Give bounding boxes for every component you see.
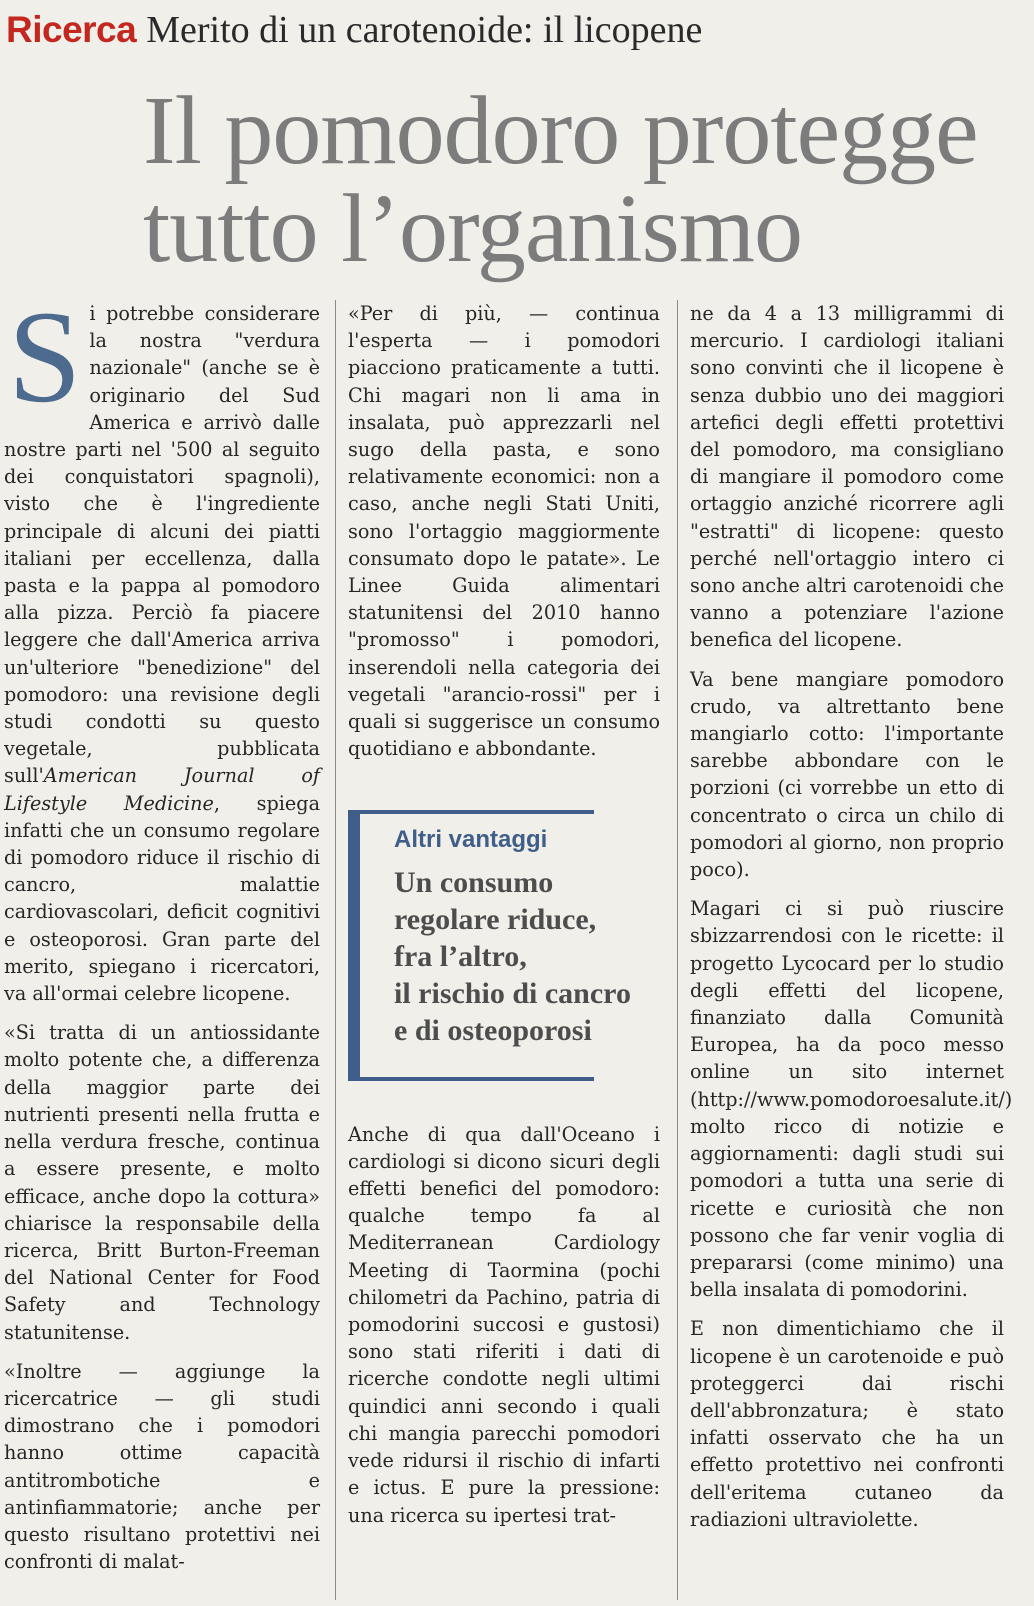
paragraph-text: , spiega infatti che un consumo regolare di pomodoro riduce il rischio di cancro, malattie cardiovascolari, deficit cognitivi e osteoporosi. Gran parte del merito, spiegano i ricercatori, va all'ormai celebre licopene. (4, 791, 321, 1006)
pull-quote-line: il rischio di cancro (394, 976, 631, 1010)
kicker (6, 8, 1026, 54)
paragraph: «Per di più, — continua l'esperta — i pomodori piacciono praticamente a tutti. Chi magari non li ama in insalata, può apprezzarli nel sugo della pasta, e sono relativamente economici: non a caso, anche negli Stati Uniti, sono l'ortaggio maggiormente consumato dopo le patate». Le Linee Guida alimentari statunitensi del 2010 hanno "promosso" i pomodori, inserendoli nella categoria dei vegetali "arancio-rossi" per i quali si suggerisce un consumo quotidiano e abbondante. (348, 302, 660, 761)
pull-quote-line: Un consumo (394, 865, 554, 899)
pull-quote (348, 810, 631, 1080)
pull-quote-line: e di osteoporosi (394, 1013, 592, 1047)
pull-quote-line: fra l’altro, (394, 939, 527, 973)
paragraph: «Inoltre — aggiunge la ricercatrice — gli studi dimostrano che i pomodori hanno ottime capacità antitrombotiche e antinfiammatorie; anche per questo risultano protettivi nei confronti di malat- (4, 1359, 320, 1574)
paragraph: E non dimentichiamo che il licopene è un carotenoide e può proteggerci dai rischi dell'abbronzatura; è stato infatti osservato che ha un effetto protettivo nei confronti dell'eritema cutaneo da radiazioni ultraviolette. (690, 1317, 1004, 1531)
paragraph: Magari ci si può riuscire sbizzarrendosi con le ricette: il progetto Lycocard per lo studio degli effetti del licopene, finanziato dalla Comunità Europea, ha da poco messo online un sito internet (http://www.pomodoroesalute.it/) molto ricco di notizie e aggiornamenti: dagli studi sui pomodori a tutta una serie di ricette e curiosità che non possono che far venir voglia di prepararsi (come minimo) una bella insalata di pomodorini. (690, 897, 1013, 1302)
article-column-1 (4, 283, 321, 1587)
pull-quote-label: Altri vantaggi (394, 826, 548, 854)
paragraph: Va bene mangiare pomodoro crudo, va altrettanto bene mangiarlo cotto: l'importante sarebbe abbondare con le porzioni (ci vorrebbe un etto di concentrato o circa un chilo di pomodori al giorno, non proprio poco). (690, 667, 1004, 882)
article-column-3 (690, 300, 1013, 1545)
paragraph: Anche di qua dall'Oceano i cardiologi si dicono sicuri degli effetti benefici del pomodoro: qualche tempo fa al Mediterranean Cardiology Meeting di Taormina (pochi chilometri da Pachino, patria di pomodorini succosi e gustosi) sono stati riferiti i dati di ricerche condotte negli ultimi quindici anni secondo i quali chi mangia parecchi pomodori vede ridursi il rischio di infarti e ictus. E pure la pressione: una ricerca su ipertesi trat- (348, 1122, 660, 1527)
journal-title: American Journal of Lifestyle Medicine (4, 764, 320, 815)
pull-quote-text (394, 864, 684, 1049)
article-column-2 (348, 300, 660, 1541)
column-divider (335, 300, 336, 1600)
kicker-subtitle: Merito di un carotenoide: il licopene (146, 9, 703, 51)
headline-line-1: Il pomodoro protegge (143, 77, 978, 185)
drop-cap: S (8, 283, 82, 430)
pull-quote-line: regolare riduce, (394, 902, 597, 936)
paragraph-text: i potrebbe considerare la nostra "verdura nazionale" (anche se è originario del Sud America e arrivò dalle nostre parti nel '500 al seguito dei conquistatori spagnoli), visto che è l'ingrediente principale di alcuni dei piatti italiani per eccellenza, dalla pasta e la pappa al pomodoro alla pizza. Perciò fa piacere leggere che dall'America arriva un'ulteriore "benedizione" del pomodoro: una revisione degli studi condotti su questo vegetale, pubblicata sull' (4, 302, 320, 788)
headline-line-2: tutto l’organismo (143, 175, 802, 283)
paragraph: «Si tratta di un antiossidante molto potente che, a differenza della maggior parte dei nutrienti presenti nella frutta e nella verdura fresche, continua a essere presente, e molto efficace, anche dopo la cottura» chiarisce la responsabile della ricerca, Britt Burton-Freeman del National Center for Food Safety and Technology statunitense. (4, 1021, 320, 1344)
paragraph: ne da 4 a 13 milligrammi di mercurio. I cardiologi italiani sono convinti che il licopene è senza dubbio uno dei maggiori artefici degli effetti protettivi del pomodoro, ma consigliano di mangiare il pomodoro come ortaggio anziché ricorrere agli "estratti" di licopene: questo perché nell'ortaggio intero ci sono anche altri carotenoidi che vanno a potenziare l'azione benefica del licopene. (690, 302, 1004, 652)
section-label: Ricerca (6, 9, 137, 50)
paragraph (4, 283, 321, 1007)
headline (143, 77, 1023, 283)
